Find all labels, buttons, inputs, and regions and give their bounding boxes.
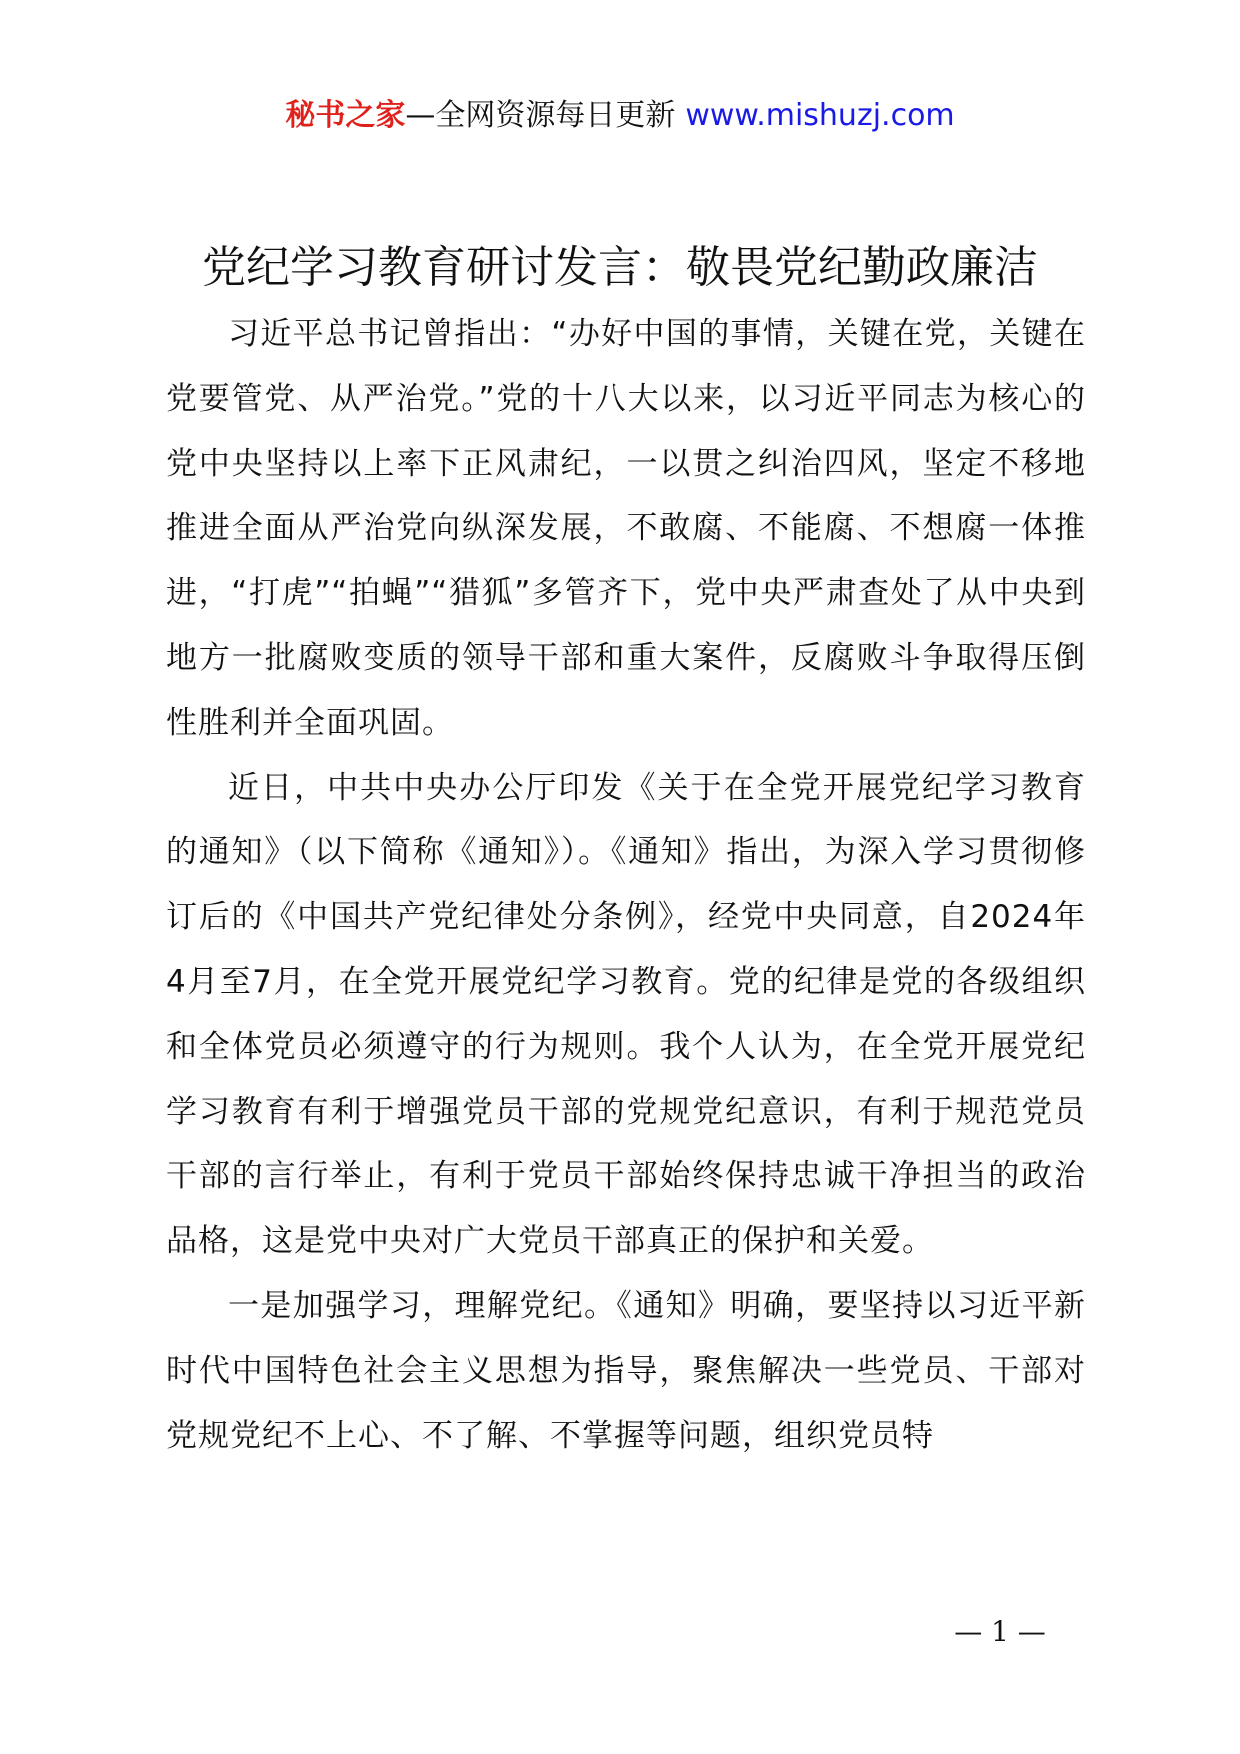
paragraph-3: 一是加强学习，理解党纪。《通知》明确，要坚持以习近平新时代中国特色社会主义思想为指导，聚焦解决一些党员、干部对党规党纪不上心、不了解、不掌握等问题，组织党员特 (166, 1287, 1086, 1454)
site-brand: 秘书之家 (285, 98, 406, 133)
paragraph-1: 习近平总书记曾指出：“办好中国的事情，关键在党，关键在党要管党、从严治党。”党的十八大以来，以习近平同志为核心的党中央坚持以上率下正风肃纪，一以贯之纠治四风，坚定不移地推进全面从严治党向纵深发展，不敢腐、不能腐、不想腐一体推进，“打虎”“拍蝇”“猎狐”多管齐下，党中央严肃查处了从中央到地方一批腐败变质的领导干部和重大案件，反腐败斗争取得压倒性胜利并全面巩固。 (166, 316, 1086, 741)
document-body (166, 302, 1086, 1468)
site-url-link[interactable]: www.mishuzj.com (685, 98, 955, 133)
document-title: 党纪学习教育研讨发言：敬畏党纪勤政廉洁 (202, 242, 1038, 293)
site-header (0, 96, 1240, 136)
site-slogan: —全网资源每日更新 (405, 98, 676, 133)
paragraph-2: 近日，中共中央办公厅印发《关于在全党开展党纪学习教育的通知》（以下简称《通知》）。《通知》指出，为深入学习贯彻修订后的《中国共产党纪律处分条例》，经党中央同意，自2024年4月至7月，在全党开展党纪学习教育。党的纪律是党的各级组织和全体党员必须遵守的行为规则。我个人认为，在全党开展党纪学习教育有利于增强党员干部的党规党纪意识，有利于规范党员干部的言行举止，有利于党员干部始终保持忠诚干净担当的政治品格，这是党中央对广大党员干部真正的保护和关爱。 (166, 769, 1086, 1260)
page-number: — 1 — (954, 1615, 1046, 1648)
